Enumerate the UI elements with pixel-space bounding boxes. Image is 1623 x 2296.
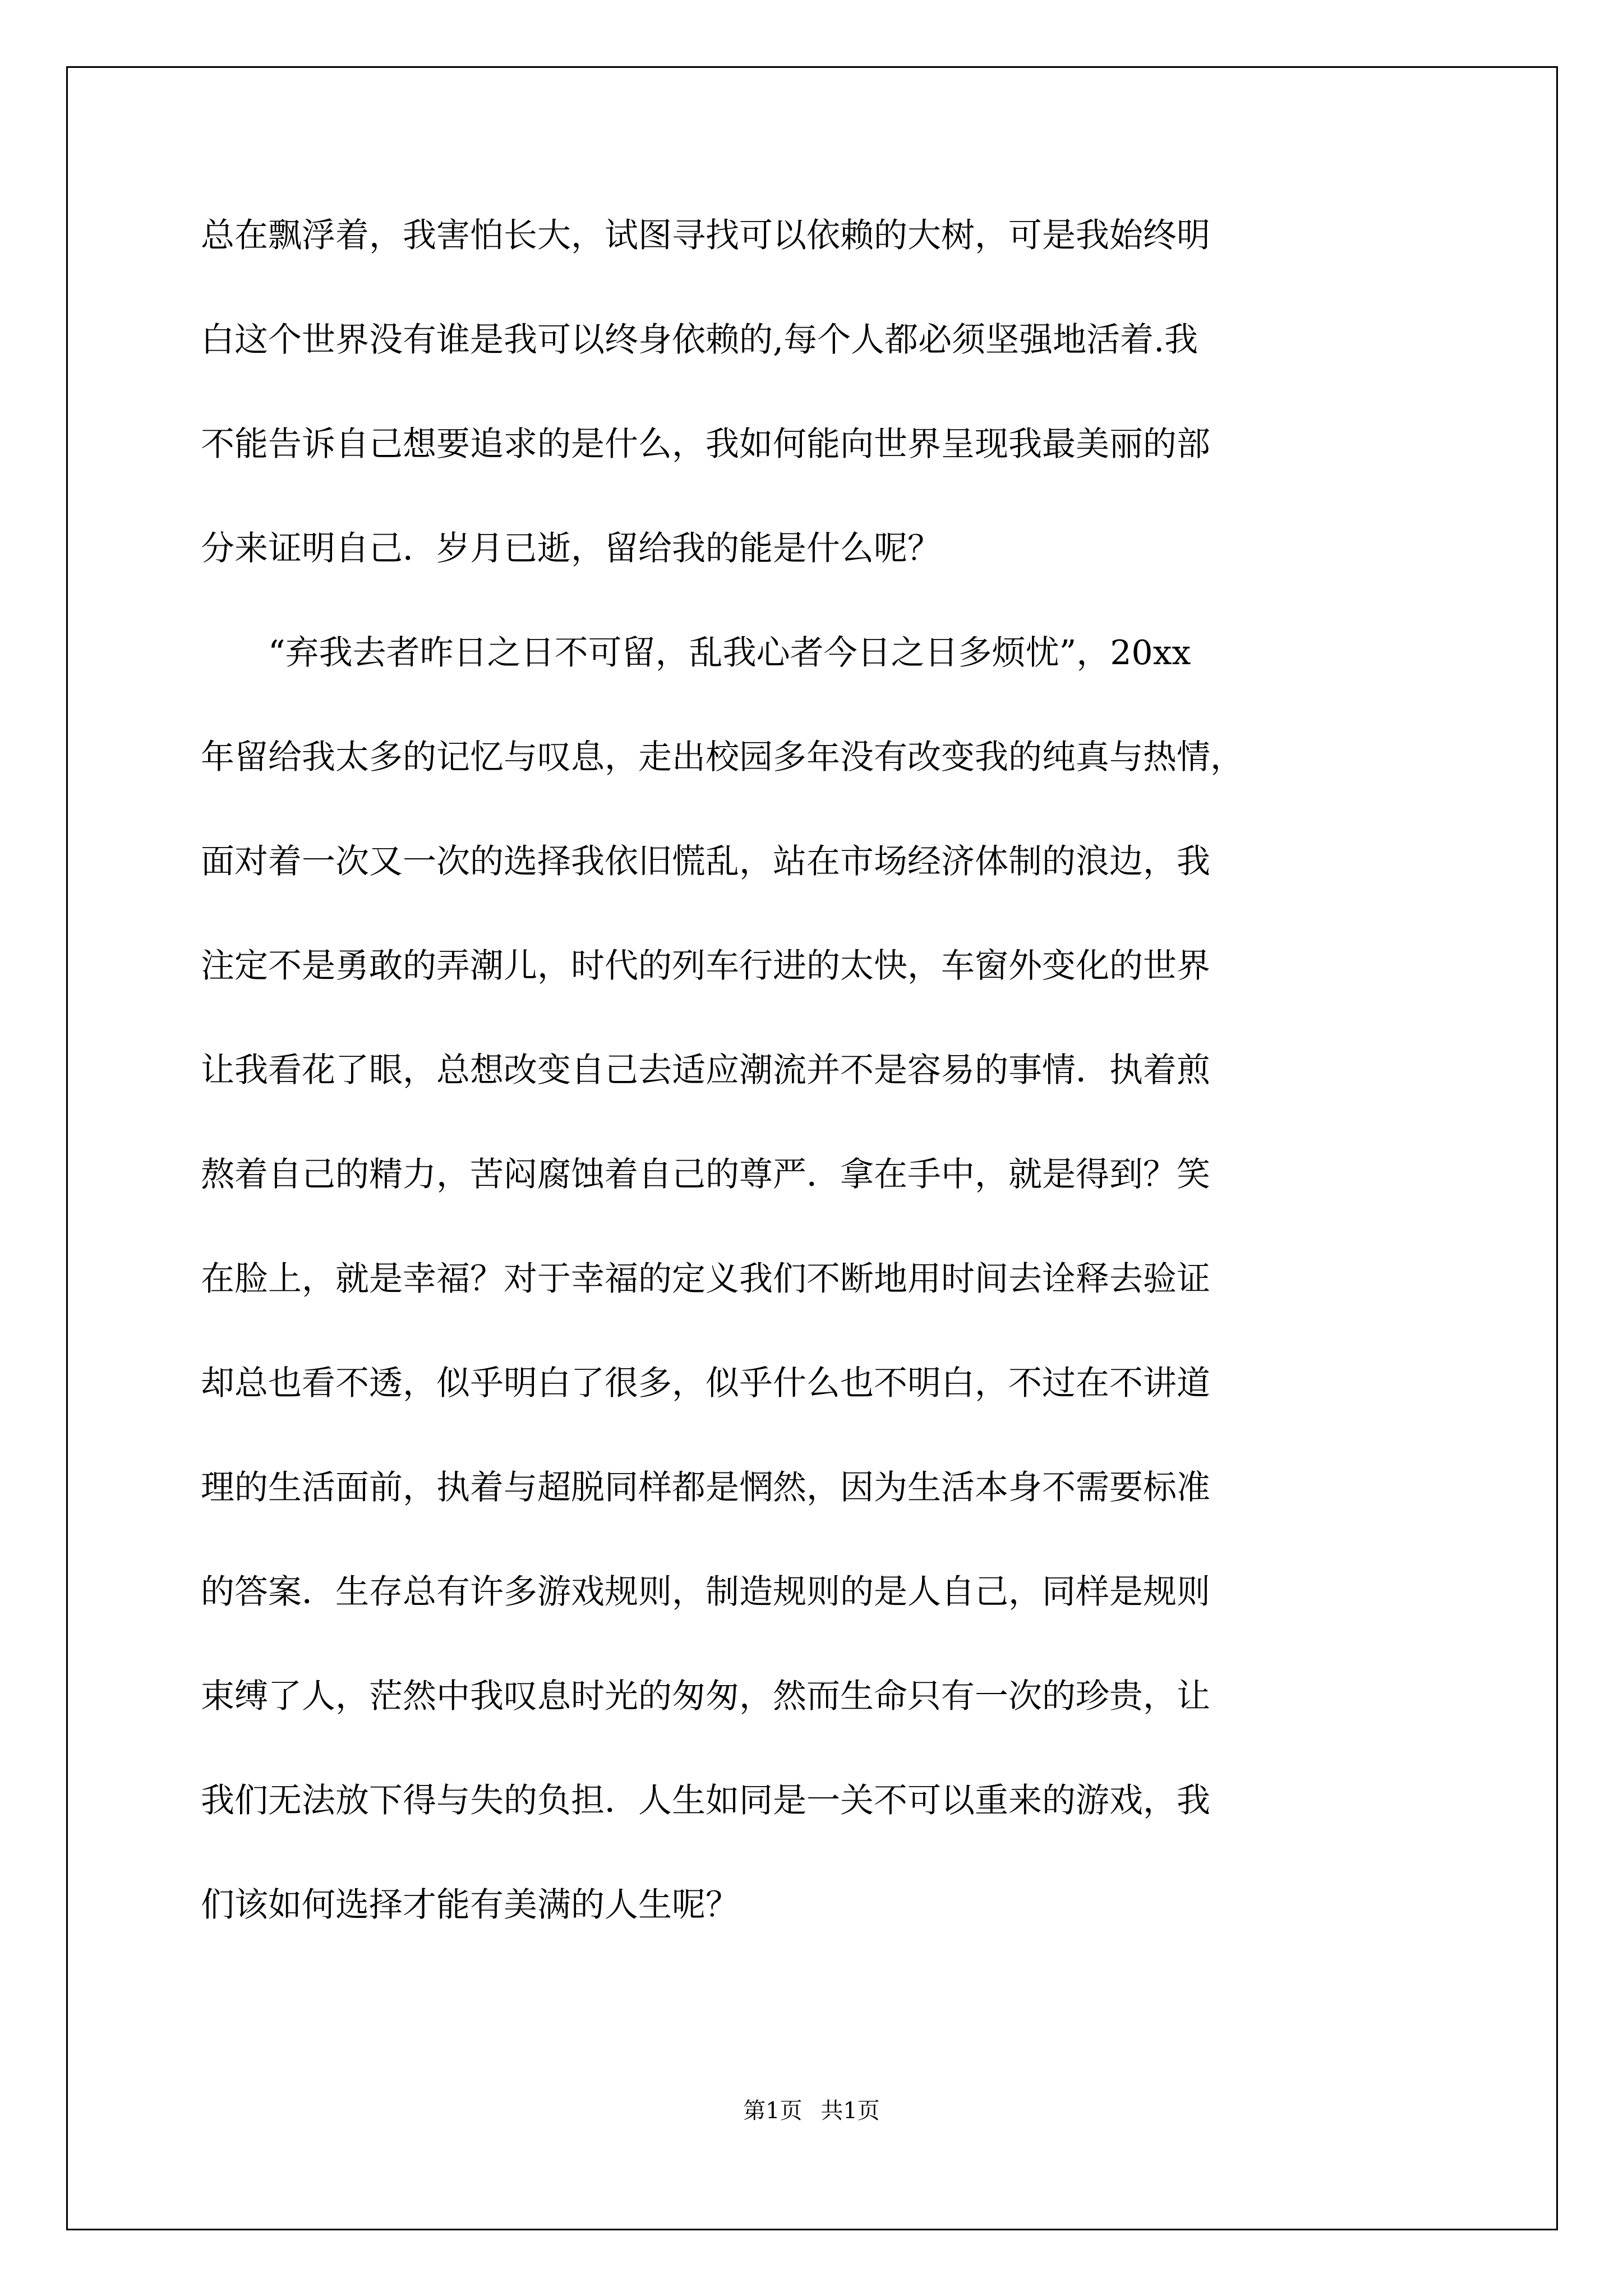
page-number: 第1页	[743, 2098, 803, 2124]
text-line: 面对着一次又一次的选择我依旧慌乱，站在市场经济体制的浪边，我	[201, 842, 1210, 881]
text-line: 理的生活面前，执着与超脱同样都是惘然，因为生活本身不需要标准	[201, 1468, 1210, 1507]
text-line: 们该如何选择才能有美满的人生呢？	[201, 1885, 739, 1925]
text-line: 总在飘浮着，我害怕长大，试图寻找可以依赖的大树，可是我始终明	[201, 216, 1210, 255]
text-line: 束缚了人，茫然中我叹息时光的匆匆，然而生命只有一次的珍贵，让	[201, 1677, 1210, 1716]
text-line: 分来证明自己．岁月已逝，留给我的能是什么呢？	[201, 529, 941, 568]
text-line: 的答案．生存总有许多游戏规则，制造规则的是人自己，同样是规则	[201, 1572, 1210, 1612]
page-footer	[0, 2097, 1623, 2125]
text-line: 不能告诉自己想要追求的是什么，我如何能向世界呈现我最美丽的部	[201, 425, 1210, 464]
paragraph-start-line: “弃我去者昨日之日不可留，乱我心者今日之日多烦忧”，20xx	[268, 633, 1191, 673]
text-line: 让我看花了眼，总想改变自己去适应潮流并不是容易的事情．执着煎	[201, 1051, 1210, 1090]
text-line: 白这个世界没有谁是我可以终身依赖的,每个人都必须坚强地活着.我	[201, 320, 1198, 360]
text-line: 我们无法放下得与失的负担．人生如同是一关不可以重来的游戏，我	[201, 1781, 1210, 1820]
text-line: 却总也看不透，似乎明白了很多，似乎什么也不明白，不过在不讲道	[201, 1364, 1210, 1403]
text-line: 年留给我太多的记忆与叹息，走出校园多年没有改变我的纯真与热情，	[201, 738, 1244, 777]
document-body	[201, 208, 1437, 1981]
text-line: 在脸上，就是幸福？对于幸福的定义我们不断地用时间去诠释去验证	[201, 1259, 1210, 1299]
text-line: 熬着自己的精力，苦闷腐蚀着自己的尊严．拿在手中，就是得到？笑	[201, 1155, 1210, 1194]
text-line: 注定不是勇敢的弄潮儿，时代的列车行进的太快，车窗外变化的世界	[201, 946, 1210, 986]
page-total: 共1页	[820, 2098, 880, 2124]
